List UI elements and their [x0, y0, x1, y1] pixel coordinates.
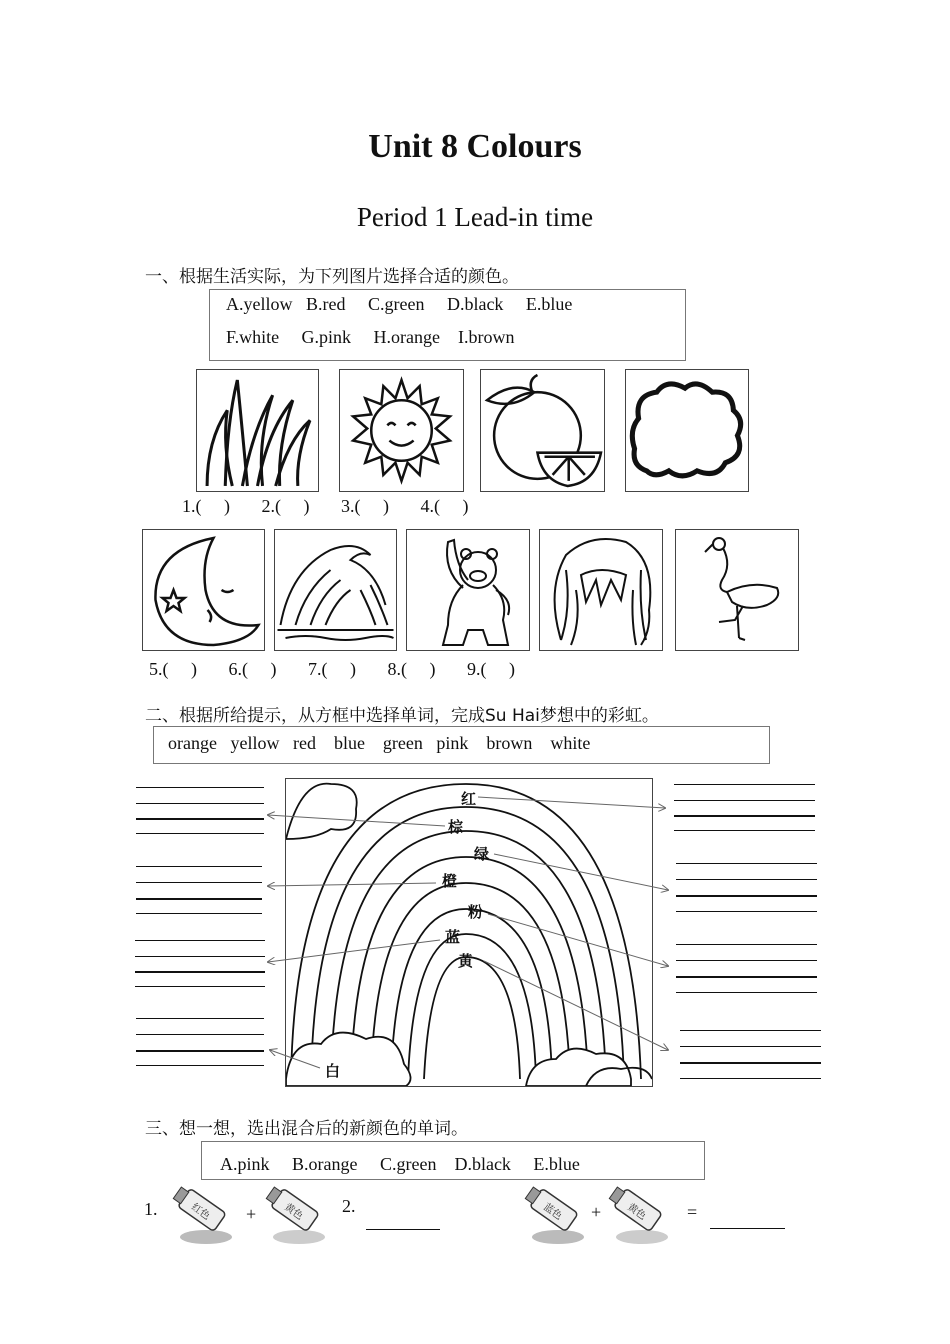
page-title: Unit 8 Colours	[368, 128, 582, 165]
rainbow-label-green: 绿	[474, 845, 490, 863]
section2-words: orange yellow red blue green pink brown white	[168, 733, 591, 753]
tube1-label: 红色	[189, 1201, 212, 1223]
section1-options-row2: F.white G.pink H.orange I.brown	[226, 327, 515, 347]
section1-blanks-row2[interactable]: 5.( ) 6.( ) 7.( ) 8.( ) 9.( )	[149, 659, 515, 679]
tube2-label: 黄色	[282, 1201, 305, 1223]
tube3-label: 蓝色	[541, 1201, 564, 1223]
section1-blanks-row1[interactable]: 1.( ) 2.( ) 3.( ) 4.( )	[182, 496, 469, 516]
paint-tube-blue-icon	[518, 1183, 588, 1245]
question1-answer-line[interactable]	[366, 1229, 440, 1230]
rainbow-label-brown: 棕	[448, 818, 464, 836]
section1-instruction: 一、根据生活实际，为下列图片选择合适的颜色。	[145, 267, 519, 287]
section2-instruction: 二、根据所给提示，从方框中选择单词，完成Su Hai梦想中的彩虹。	[145, 706, 659, 726]
page-subtitle: Period 1 Lead-in time	[356, 202, 594, 232]
paint-tube-red-icon	[166, 1183, 236, 1245]
rainbow-label-white: 白	[325, 1062, 341, 1080]
question1-number: 1.	[144, 1199, 158, 1219]
section3-instruction: 三、想一想，选出混合后的新颜色的单词。	[145, 1119, 468, 1139]
question2-answer-line[interactable]	[710, 1228, 785, 1229]
question2-number: 2.	[342, 1196, 356, 1216]
paint-tube-yellow2-icon	[602, 1183, 672, 1245]
rainbow-label-pink: 粉	[468, 903, 484, 921]
paint-tube-yellow-icon	[259, 1183, 329, 1245]
plus-sign-2: +	[591, 1202, 602, 1222]
rainbow-label-orange: 橙	[442, 872, 458, 890]
section1-options-row1: A.yellow B.red C.green D.black E.blue	[226, 294, 573, 314]
rainbow-label-red: 红	[461, 790, 477, 808]
equals-sign: =	[687, 1202, 698, 1222]
rainbow-label-yellow: 黄	[458, 952, 474, 970]
section3-options-box	[201, 1141, 705, 1180]
rainbow-label-blue: 蓝	[445, 928, 461, 946]
plus-sign-1: +	[246, 1204, 257, 1224]
tube4-label: 黄色	[625, 1201, 648, 1223]
section3-options: A.pink B.orange C.green D.black E.blue	[220, 1154, 580, 1174]
